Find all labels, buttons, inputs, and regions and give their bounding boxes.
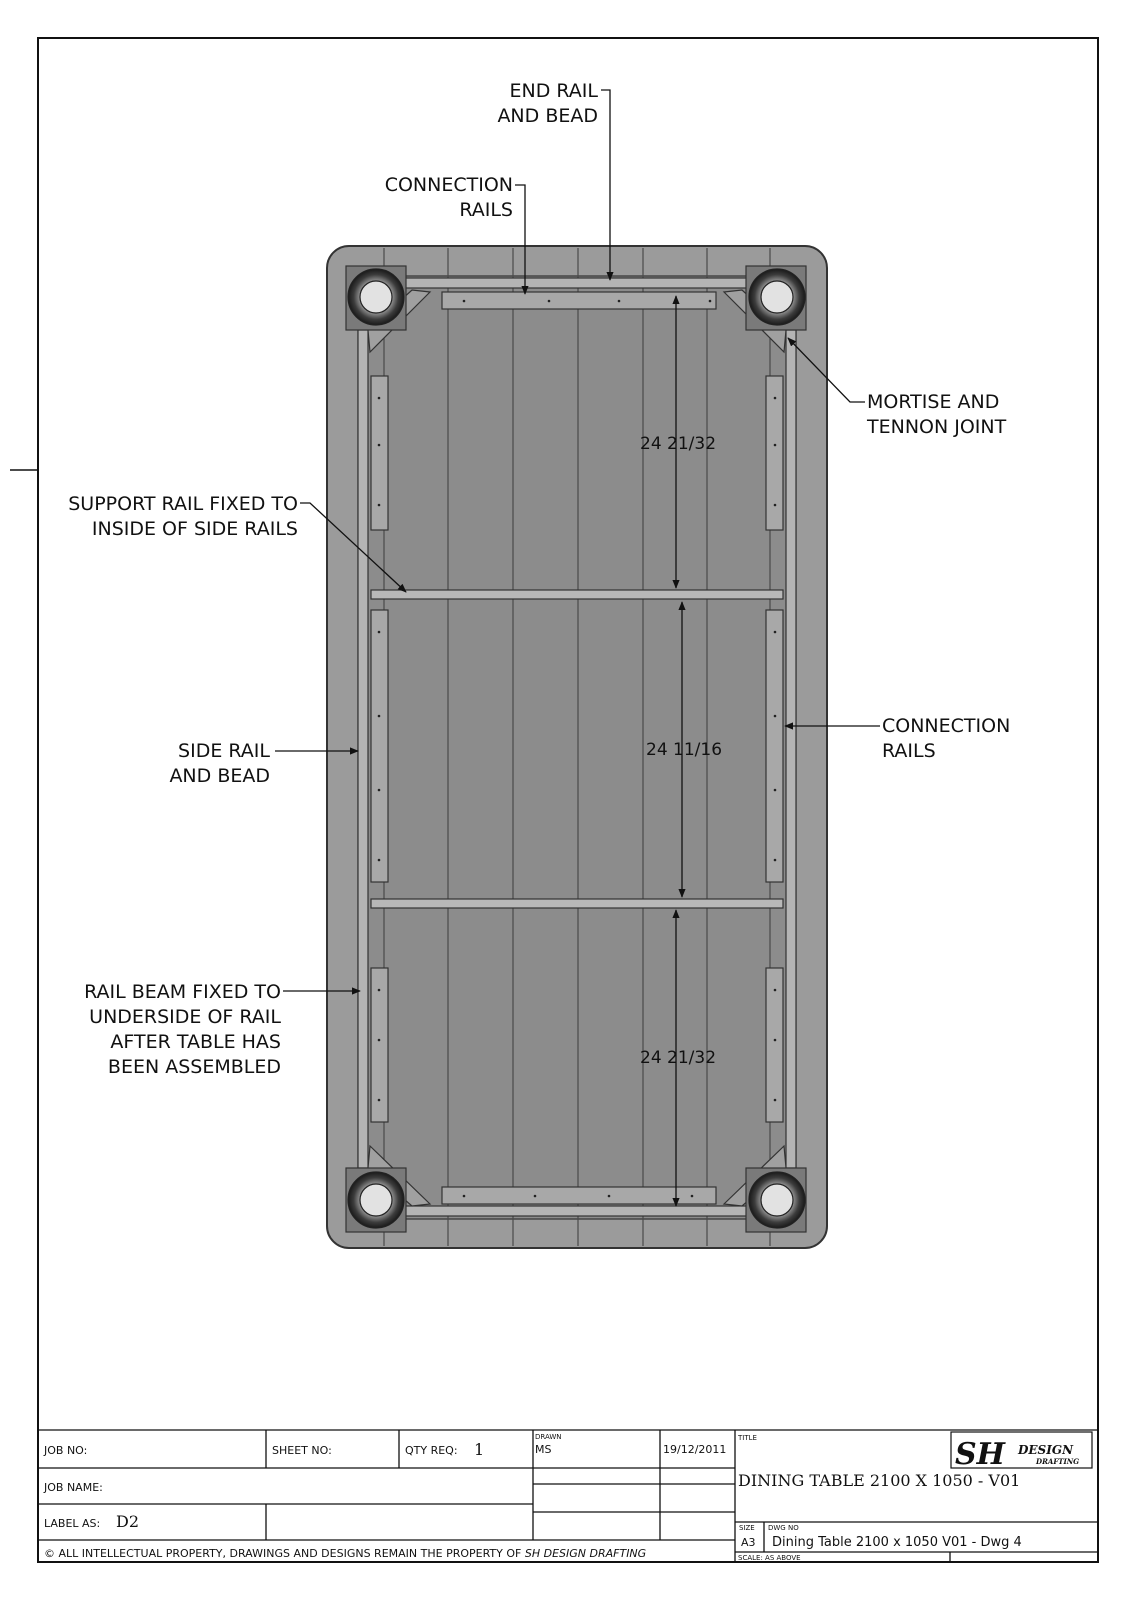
- label-as-label: LABEL AS:: [44, 1517, 101, 1530]
- callout-connection-rails-right: [882, 715, 1010, 762]
- svg-text:AND BEAD: AND BEAD: [169, 765, 270, 787]
- svg-text:© ALL INTELLECTUAL PROPERTY, D: © ALL INTELLECTUAL PROPERTY, DRAWINGS AND DESIGNS REMAIN THE PROPERTY OF SH DESIGN DRAFTING: [44, 1547, 647, 1560]
- dimension-upper: 24 21/32: [640, 434, 717, 454]
- connection-rail-bottom: [442, 1187, 716, 1204]
- end-rail-top: [404, 278, 750, 288]
- svg-text:AFTER TABLE HAS: AFTER TABLE HAS: [110, 1031, 281, 1053]
- drawn-by: MS: [535, 1443, 552, 1456]
- dwg-no-label: DWG NO: [768, 1524, 799, 1532]
- frame-area: [358, 276, 796, 1219]
- dimension-middle: 24 11/16: [646, 740, 723, 760]
- drawn-date: 19/12/2011: [663, 1443, 727, 1456]
- end-rail-bottom: [404, 1206, 750, 1216]
- job-no-label: JOB NO:: [44, 1444, 88, 1457]
- support-rail-lower: [371, 899, 783, 908]
- svg-text:RAIL BEAM FIXED TO: RAIL BEAM FIXED TO: [84, 981, 281, 1003]
- callout-connection-rails-top: [385, 174, 513, 221]
- svg-text:TENNON JOINT: TENNON JOINT: [867, 416, 1007, 438]
- svg-text:CONNECTION: CONNECTION: [882, 715, 1011, 737]
- title-label: TITLE: [738, 1434, 757, 1442]
- svg-text:MORTISE AND: MORTISE AND: [867, 391, 1000, 413]
- side-rail-left: [358, 330, 368, 1168]
- drawing-title: DINING TABLE 2100 X 1050 - V01: [738, 1471, 1021, 1490]
- size-label: SIZE: [739, 1524, 755, 1532]
- job-name-label: JOB NAME:: [44, 1481, 103, 1494]
- sheet-no-label: SHEET NO:: [272, 1444, 332, 1457]
- svg-text:SIDE RAIL: SIDE RAIL: [178, 740, 270, 762]
- label-as-value: D2: [116, 1512, 140, 1531]
- side-connection-rails-left: [371, 376, 388, 1122]
- qty-req-value: 1: [474, 1440, 485, 1459]
- copyright-notice: [44, 1547, 646, 1560]
- dimension-lower: 24 21/32: [640, 1048, 717, 1068]
- dwg-no-value: Dining Table 2100 x 1050 V01 - Dwg 4: [772, 1535, 1022, 1550]
- svg-text:RAILS: RAILS: [459, 199, 513, 221]
- callout-mortise: [866, 391, 1007, 438]
- svg-text:SH: SH: [955, 1437, 1006, 1472]
- callout-end-rail: [497, 80, 598, 127]
- svg-text:SUPPORT RAIL FIXED TO: SUPPORT RAIL FIXED TO: [68, 493, 298, 515]
- company-logo: [951, 1432, 1092, 1472]
- svg-text:DESIGN: DESIGN: [1018, 1443, 1074, 1457]
- svg-text:RAILS: RAILS: [882, 740, 936, 762]
- side-connection-rails-right: [766, 376, 783, 1122]
- svg-text:DRAFTING: DRAFTING: [1036, 1457, 1080, 1466]
- svg-text:UNDERSIDE OF RAIL: UNDERSIDE OF RAIL: [89, 1006, 281, 1028]
- callout-support-rail: [68, 493, 298, 540]
- size-value: A3: [741, 1536, 756, 1549]
- qty-req-label: QTY REQ:: [405, 1444, 458, 1457]
- svg-text:BEEN ASSEMBLED: BEEN ASSEMBLED: [107, 1056, 281, 1078]
- connection-rail-top: [442, 292, 716, 309]
- callout-rail-beam: [84, 981, 281, 1078]
- drawn-label: DRAWN: [535, 1433, 562, 1441]
- callout-side-rail: [169, 740, 270, 787]
- scale-label: SCALE: AS ABOVE: [738, 1554, 801, 1562]
- svg-text:AND BEAD: AND BEAD: [497, 105, 598, 127]
- svg-text:INSIDE OF SIDE RAILS: INSIDE OF SIDE RAILS: [91, 518, 298, 540]
- table-plan-view: [327, 246, 827, 1248]
- side-rail-right: [786, 330, 796, 1168]
- svg-text:END RAIL: END RAIL: [509, 80, 598, 102]
- svg-text:CONNECTION: CONNECTION: [384, 174, 513, 196]
- support-rail-upper: [371, 590, 783, 599]
